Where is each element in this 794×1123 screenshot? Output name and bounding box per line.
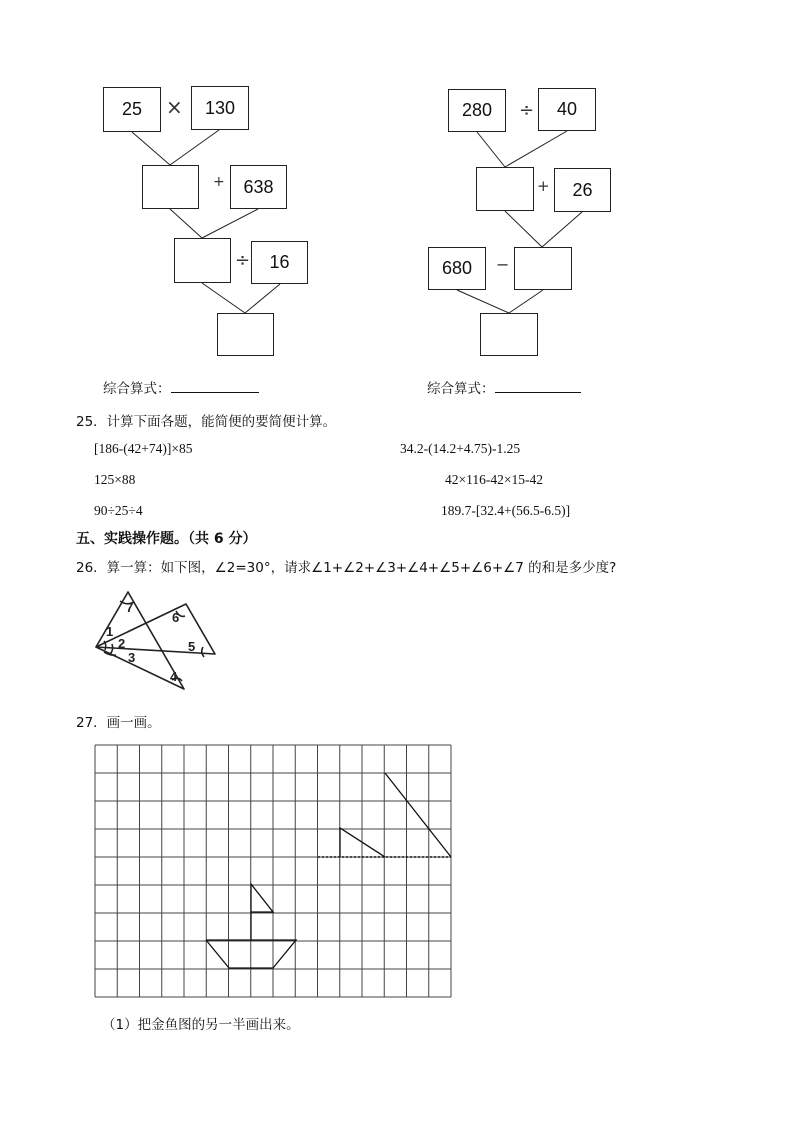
- angle-label-3: 3: [128, 650, 136, 665]
- left-top-right-value: 130: [204, 97, 236, 118]
- q25-expr-5: 90÷25÷4: [94, 503, 143, 518]
- right-formula-label: 综合算式：: [427, 381, 495, 397]
- right-mid-right-value: 26: [572, 179, 593, 200]
- left-divide-sign: ÷: [235, 250, 251, 271]
- section5-heading: 五、实践操作题。（共 6 分）: [76, 531, 257, 547]
- q25-expr-6: 189.7-[32.4+(56.5-6.5)]: [441, 503, 571, 518]
- left-plus-sign: +: [213, 174, 225, 190]
- angle-label-5: 5: [188, 639, 196, 654]
- right-plus-sign: +: [537, 177, 550, 195]
- q27-title: 27．画一画。: [76, 715, 161, 731]
- angle-label-1: 1: [106, 624, 114, 639]
- right-top-right-value: 40: [556, 99, 578, 119]
- right-minus-sign: −: [496, 255, 510, 274]
- left-low-right-value: 16: [269, 252, 290, 272]
- angle-label-4: 4: [170, 669, 178, 684]
- left-formula-label: 综合算式：: [103, 381, 171, 397]
- q25-expr-3: 125×88: [94, 472, 136, 487]
- left-multiply-sign: ×: [166, 95, 183, 119]
- angle-label-2: 2: [118, 636, 126, 651]
- right-top-left-value: 280: [461, 100, 493, 120]
- fish-tail-triangle: [251, 884, 273, 912]
- left-top-left-value: 25: [121, 99, 143, 119]
- left-mid-right-value: 638: [243, 176, 274, 197]
- q25-title: 25．计算下面各题，能简便的要简便计算。: [76, 414, 337, 430]
- q25-expr-4: 42×116-42×15-42: [445, 472, 543, 487]
- q27-sub1: （1）把金鱼图的另一半画出来。: [102, 1017, 300, 1033]
- angle-label-7: 7: [126, 600, 134, 615]
- q25-expr-2: 34.2-(14.2+4.75)-1.25: [400, 441, 521, 456]
- large-triangle-hyp: [385, 773, 451, 857]
- q26-title: 26．算一算：如下图，∠2=30°，请求∠1+∠2+∠3+∠4+∠5+∠6+∠7 的和是多少度?: [76, 560, 617, 576]
- right-low-left-value: 680: [441, 258, 473, 278]
- right-divide-sign: ÷: [519, 100, 535, 121]
- angle-label-6: 6: [172, 610, 180, 625]
- q25-expr-1: [186-(42+74)]×85: [94, 441, 193, 456]
